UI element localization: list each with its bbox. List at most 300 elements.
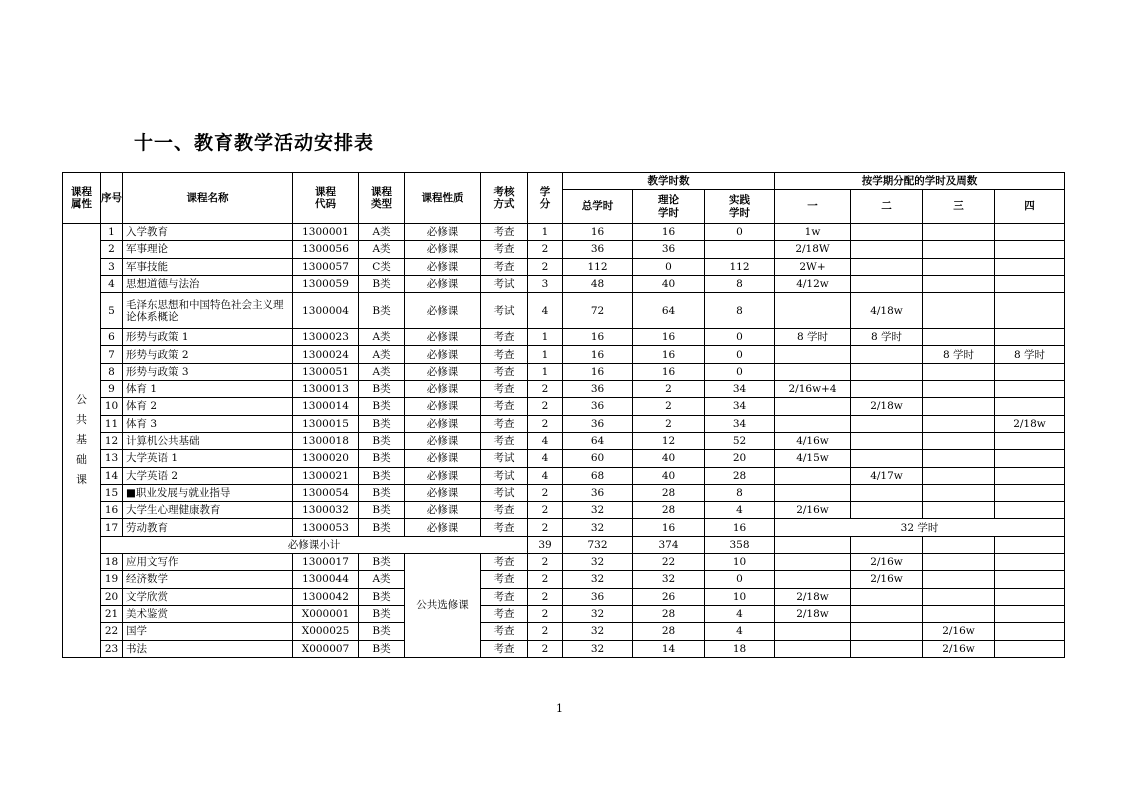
theory-hours-cell: 22 (633, 554, 705, 571)
total-hours-cell: 36 (563, 381, 633, 398)
practice-hours-cell: 8 (705, 484, 775, 501)
course-name-cell: 形势与政策 3 (123, 363, 293, 380)
course-nature-cell: 必修课 (405, 363, 481, 380)
course-type-cell: A类 (359, 241, 405, 258)
header-semester-4: 四 (995, 190, 1065, 224)
course-type-cell: B类 (359, 484, 405, 501)
semester-4-cell (995, 554, 1065, 571)
seq-cell: 23 (101, 640, 123, 657)
seq-cell: 12 (101, 432, 123, 449)
seq-cell: 11 (101, 415, 123, 432)
total-hours-cell: 36 (563, 241, 633, 258)
practice-hours-cell: 28 (705, 467, 775, 484)
credit-cell: 1 (528, 329, 563, 346)
table-row (63, 224, 1065, 241)
exam-cell: 考查 (481, 224, 528, 241)
seq-cell: 13 (101, 450, 123, 467)
subtotal-row (63, 536, 1065, 553)
theory-hours-cell: 16 (633, 346, 705, 363)
semester-1-cell: 4/15w (775, 450, 851, 467)
total-hours-cell: 16 (563, 363, 633, 380)
course-nature-cell: 必修课 (405, 415, 481, 432)
course-name-cell: 毛泽东思想和中国特色社会主义理论体系概论 (123, 293, 293, 329)
semester-2-cell (851, 275, 923, 292)
header-total: 总学时 (563, 190, 633, 224)
total-hours-cell: 32 (563, 554, 633, 571)
course-code-cell: 1300014 (293, 398, 359, 415)
course-code-cell: 1300001 (293, 224, 359, 241)
semester-4-cell (995, 502, 1065, 519)
semester-4-cell (995, 329, 1065, 346)
course-nature-cell: 必修课 (405, 467, 481, 484)
seq-cell: 17 (101, 519, 123, 536)
course-type-cell: B类 (359, 381, 405, 398)
course-name-cell: 形势与政策 1 (123, 329, 293, 346)
semester-1-cell (775, 293, 851, 329)
table-header (63, 173, 1065, 224)
total-hours-cell: 16 (563, 346, 633, 363)
semester-3-cell (923, 605, 995, 622)
course-code-cell: 1300024 (293, 346, 359, 363)
course-nature-cell: 必修课 (405, 398, 481, 415)
exam-cell: 考查 (481, 554, 528, 571)
practice-hours-cell: 16 (705, 519, 775, 536)
semester-3-cell (923, 432, 995, 449)
semester-4-cell (995, 258, 1065, 275)
seq-cell: 9 (101, 381, 123, 398)
course-code-cell: 1300032 (293, 502, 359, 519)
theory-hours-cell: 40 (633, 467, 705, 484)
theory-hours-cell: 16 (633, 224, 705, 241)
semester-4-cell (995, 467, 1065, 484)
total-hours-cell: 112 (563, 258, 633, 275)
semester-1-cell (775, 346, 851, 363)
table-row (63, 329, 1065, 346)
subtotal-practice-hours: 358 (705, 536, 775, 553)
exam-cell: 考查 (481, 432, 528, 449)
credit-cell: 2 (528, 381, 563, 398)
header-exam: 考核方式 (481, 173, 528, 224)
course-code-cell: X000007 (293, 640, 359, 657)
course-type-cell: B类 (359, 605, 405, 622)
course-nature-cell: 必修课 (405, 293, 481, 329)
theory-hours-cell: 14 (633, 640, 705, 657)
semester-4-cell (995, 450, 1065, 467)
theory-hours-cell: 26 (633, 588, 705, 605)
header-semester-group: 按学期分配的学时及周数 (775, 173, 1065, 190)
practice-hours-cell: 8 (705, 293, 775, 329)
course-name-cell: 形势与政策 2 (123, 346, 293, 363)
course-type-cell: B类 (359, 398, 405, 415)
course-code-cell: 1300013 (293, 381, 359, 398)
semester-1-cell (775, 415, 851, 432)
semester-2-cell (851, 605, 923, 622)
course-code-cell: 1300021 (293, 467, 359, 484)
semester-1-cell: 2/16w+4 (775, 381, 851, 398)
course-name-cell: 军事技能 (123, 258, 293, 275)
course-name-cell: 劳动教育 (123, 519, 293, 536)
semester-2-cell (851, 536, 923, 553)
schedule-table (62, 172, 1065, 658)
semester-2-cell (851, 381, 923, 398)
exam-cell: 考查 (481, 381, 528, 398)
seq-cell: 7 (101, 346, 123, 363)
table-row (63, 605, 1065, 622)
semester-1-cell: 1w (775, 224, 851, 241)
table-row (63, 398, 1065, 415)
course-name-cell: 大学英语 2 (123, 467, 293, 484)
semester-4-cell (995, 381, 1065, 398)
semester-4-cell: 8 学时 (995, 346, 1065, 363)
header-practice: 实践学时 (705, 190, 775, 224)
course-code-cell: X000001 (293, 605, 359, 622)
semester-2-cell (851, 484, 923, 501)
semester-1-cell (775, 571, 851, 588)
semester-1-cell: 4/16w (775, 432, 851, 449)
theory-hours-cell: 28 (633, 484, 705, 501)
practice-hours-cell: 112 (705, 258, 775, 275)
course-code-cell: X000025 (293, 623, 359, 640)
course-nature-cell: 必修课 (405, 275, 481, 292)
total-hours-cell: 60 (563, 450, 633, 467)
course-nature-cell: 必修课 (405, 484, 481, 501)
semester-3-cell (923, 363, 995, 380)
course-code-cell: 1300042 (293, 588, 359, 605)
table-row (63, 519, 1065, 536)
theory-hours-cell: 28 (633, 605, 705, 622)
table-row (63, 588, 1065, 605)
table-row (63, 467, 1065, 484)
course-name-cell: 大学英语 1 (123, 450, 293, 467)
semester-3-cell (923, 415, 995, 432)
theory-hours-cell: 40 (633, 275, 705, 292)
semester-2-cell (851, 224, 923, 241)
total-hours-cell: 72 (563, 293, 633, 329)
semester-3-cell (923, 241, 995, 258)
semester-3-cell (923, 536, 995, 553)
theory-hours-cell: 12 (633, 432, 705, 449)
course-type-cell: A类 (359, 571, 405, 588)
course-name-cell: 书法 (123, 640, 293, 657)
header-attr: 课程属性 (63, 173, 101, 224)
semester-4-cell (995, 623, 1065, 640)
total-hours-cell: 48 (563, 275, 633, 292)
course-code-cell: 1300044 (293, 571, 359, 588)
semester-2-cell: 8 学时 (851, 329, 923, 346)
table-row (63, 571, 1065, 588)
table-row (63, 293, 1065, 329)
table-row (63, 241, 1065, 258)
semester-1-cell (775, 467, 851, 484)
semester-1-cell (775, 363, 851, 380)
semester-1-cell: 8 学时 (775, 329, 851, 346)
semester-3-cell: 2/16w (923, 623, 995, 640)
semester-3-cell: 8 学时 (923, 346, 995, 363)
table-row (63, 484, 1065, 501)
exam-cell: 考查 (481, 329, 528, 346)
credit-cell: 3 (528, 275, 563, 292)
header-seq: 序号 (101, 173, 123, 224)
semester-2-cell (851, 241, 923, 258)
total-hours-cell: 16 (563, 329, 633, 346)
credit-cell: 2 (528, 484, 563, 501)
credit-cell: 4 (528, 467, 563, 484)
credit-cell: 2 (528, 571, 563, 588)
semester-1-cell: 4/12w (775, 275, 851, 292)
course-code-cell: 1300057 (293, 258, 359, 275)
semester-3-cell (923, 381, 995, 398)
semester-3-cell (923, 502, 995, 519)
course-name-cell: ■职业发展与就业指导 (123, 484, 293, 501)
exam-cell: 考试 (481, 293, 528, 329)
credit-cell: 2 (528, 519, 563, 536)
course-code-cell: 1300054 (293, 484, 359, 501)
credit-cell: 2 (528, 623, 563, 640)
course-type-cell: B类 (359, 450, 405, 467)
semester-4-cell (995, 275, 1065, 292)
practice-hours-cell: 4 (705, 605, 775, 622)
seq-cell: 4 (101, 275, 123, 292)
practice-hours-cell: 0 (705, 571, 775, 588)
semester-3-cell (923, 467, 995, 484)
table-row (63, 381, 1065, 398)
subtotal-label: 必修课小计 (101, 536, 528, 553)
course-nature-cell: 必修课 (405, 329, 481, 346)
semester-2-cell (851, 588, 923, 605)
course-nature-cell: 必修课 (405, 241, 481, 258)
semester-4-cell (995, 571, 1065, 588)
course-type-cell: B类 (359, 623, 405, 640)
course-type-cell: B类 (359, 275, 405, 292)
course-code-cell: 1300056 (293, 241, 359, 258)
exam-cell: 考试 (481, 484, 528, 501)
semester-2-cell (851, 450, 923, 467)
course-name-cell: 入学教育 (123, 224, 293, 241)
semester-1-cell: 2/16w (775, 502, 851, 519)
exam-cell: 考查 (481, 258, 528, 275)
course-type-cell: B类 (359, 588, 405, 605)
semester-3-cell (923, 293, 995, 329)
table-row (63, 623, 1065, 640)
course-nature-cell: 必修课 (405, 258, 481, 275)
credit-cell: 4 (528, 293, 563, 329)
semester-3-cell (923, 398, 995, 415)
total-hours-cell: 32 (563, 640, 633, 657)
semester-1-cell: 2W+ (775, 258, 851, 275)
subtotal-credit: 39 (528, 536, 563, 553)
practice-hours-cell: 18 (705, 640, 775, 657)
header-type: 课程类型 (359, 173, 405, 224)
table-row (63, 258, 1065, 275)
total-hours-cell: 32 (563, 623, 633, 640)
exam-cell: 考查 (481, 241, 528, 258)
header-nature: 课程性质 (405, 173, 481, 224)
total-hours-cell: 36 (563, 588, 633, 605)
semester-3-cell (923, 329, 995, 346)
semester-4-cell: 2/18w (995, 415, 1065, 432)
total-hours-cell: 32 (563, 571, 633, 588)
semester-4-cell (995, 241, 1065, 258)
semester-4-cell (995, 536, 1065, 553)
course-code-cell: 1300051 (293, 363, 359, 380)
semester-1-cell (775, 536, 851, 553)
practice-hours-cell: 0 (705, 363, 775, 380)
semester-2-cell: 2/16w (851, 571, 923, 588)
total-hours-cell: 32 (563, 605, 633, 622)
credit-cell: 2 (528, 241, 563, 258)
seq-cell: 20 (101, 588, 123, 605)
table-row (63, 363, 1065, 380)
semester-1-cell (775, 640, 851, 657)
seq-cell: 1 (101, 224, 123, 241)
theory-hours-cell: 28 (633, 502, 705, 519)
seq-cell: 8 (101, 363, 123, 380)
course-attribute-cell: 公 共 基 础 课 (63, 224, 101, 658)
course-type-cell: B类 (359, 502, 405, 519)
course-type-cell: C类 (359, 258, 405, 275)
table-row (63, 415, 1065, 432)
course-name-cell: 大学生心理健康教育 (123, 502, 293, 519)
seq-cell: 15 (101, 484, 123, 501)
semester-4-cell (995, 432, 1065, 449)
semester-3-cell (923, 571, 995, 588)
course-name-cell: 经济数学 (123, 571, 293, 588)
theory-hours-cell: 36 (633, 241, 705, 258)
seq-cell: 6 (101, 329, 123, 346)
seq-cell: 16 (101, 502, 123, 519)
course-code-cell: 1300004 (293, 293, 359, 329)
course-type-cell: A类 (359, 363, 405, 380)
semester-1-cell: 2/18w (775, 605, 851, 622)
course-code-cell: 1300020 (293, 450, 359, 467)
credit-cell: 2 (528, 502, 563, 519)
semester-1-cell (775, 554, 851, 571)
total-hours-cell: 36 (563, 484, 633, 501)
credit-cell: 1 (528, 224, 563, 241)
course-name-cell: 文学欣赏 (123, 588, 293, 605)
course-code-cell: 1300059 (293, 275, 359, 292)
course-name-cell: 军事理论 (123, 241, 293, 258)
exam-cell: 考查 (481, 502, 528, 519)
semester-2-cell (851, 346, 923, 363)
semester-1-cell: 2/18w (775, 588, 851, 605)
semester-1-cell (775, 484, 851, 501)
semester-1-cell (775, 398, 851, 415)
course-nature-cell: 必修课 (405, 450, 481, 467)
course-type-cell: B类 (359, 432, 405, 449)
course-name-cell: 国学 (123, 623, 293, 640)
exam-cell: 考查 (481, 588, 528, 605)
practice-hours-cell (705, 241, 775, 258)
course-type-cell: B类 (359, 415, 405, 432)
total-hours-cell: 32 (563, 519, 633, 536)
semester-2-cell: 2/16w (851, 554, 923, 571)
semester-2-cell (851, 258, 923, 275)
exam-cell: 考查 (481, 398, 528, 415)
semester-4-cell (995, 605, 1065, 622)
semester-2-cell (851, 415, 923, 432)
practice-hours-cell: 0 (705, 346, 775, 363)
theory-hours-cell: 2 (633, 415, 705, 432)
practice-hours-cell: 4 (705, 502, 775, 519)
elective-nature-cell: 公共选修课 (405, 554, 481, 658)
course-type-cell: A类 (359, 224, 405, 241)
practice-hours-cell: 34 (705, 398, 775, 415)
exam-cell: 考试 (481, 467, 528, 484)
course-code-cell: 1300015 (293, 415, 359, 432)
course-nature-cell: 必修课 (405, 502, 481, 519)
seq-cell: 2 (101, 241, 123, 258)
seq-cell: 14 (101, 467, 123, 484)
theory-hours-cell: 2 (633, 398, 705, 415)
seq-cell: 18 (101, 554, 123, 571)
course-nature-cell: 必修课 (405, 224, 481, 241)
credit-cell: 2 (528, 605, 563, 622)
semester-3-cell (923, 450, 995, 467)
credit-cell: 1 (528, 346, 563, 363)
course-nature-cell: 必修课 (405, 432, 481, 449)
credit-cell: 2 (528, 398, 563, 415)
course-name-cell: 体育 1 (123, 381, 293, 398)
exam-cell: 考查 (481, 363, 528, 380)
course-type-cell: B类 (359, 554, 405, 571)
semester-4-cell (995, 484, 1065, 501)
practice-hours-cell: 34 (705, 415, 775, 432)
credit-cell: 4 (528, 432, 563, 449)
theory-hours-cell: 2 (633, 381, 705, 398)
course-name-cell: 思想道德与法治 (123, 275, 293, 292)
subtotal-theory-hours: 374 (633, 536, 705, 553)
semester-2-cell (851, 640, 923, 657)
practice-hours-cell: 0 (705, 224, 775, 241)
course-type-cell: B类 (359, 519, 405, 536)
header-theory: 理论学时 (633, 190, 705, 224)
course-nature-cell: 必修课 (405, 381, 481, 398)
course-name-cell: 计算机公共基础 (123, 432, 293, 449)
table-row (63, 450, 1065, 467)
table-row (63, 346, 1065, 363)
semester-span-cell: 32 学时 (775, 519, 1065, 536)
course-code-cell: 1300017 (293, 554, 359, 571)
header-semester-2: 二 (851, 190, 923, 224)
course-type-cell: B类 (359, 467, 405, 484)
exam-cell: 考查 (481, 623, 528, 640)
theory-hours-cell: 64 (633, 293, 705, 329)
course-code-cell: 1300018 (293, 432, 359, 449)
total-hours-cell: 36 (563, 415, 633, 432)
exam-cell: 考查 (481, 519, 528, 536)
header-hours-group: 教学时数 (563, 173, 775, 190)
total-hours-cell: 36 (563, 398, 633, 415)
theory-hours-cell: 28 (633, 623, 705, 640)
table-row (63, 275, 1065, 292)
table-row (63, 554, 1065, 571)
semester-2-cell: 4/17w (851, 467, 923, 484)
semester-3-cell (923, 588, 995, 605)
seq-cell: 19 (101, 571, 123, 588)
seq-cell: 21 (101, 605, 123, 622)
table-row (63, 432, 1065, 449)
semester-2-cell: 4/18w (851, 293, 923, 329)
exam-cell: 考查 (481, 571, 528, 588)
course-type-cell: B类 (359, 640, 405, 657)
course-type-cell: B类 (359, 293, 405, 329)
practice-hours-cell: 4 (705, 623, 775, 640)
theory-hours-cell: 0 (633, 258, 705, 275)
practice-hours-cell: 52 (705, 432, 775, 449)
seq-cell: 22 (101, 623, 123, 640)
header-semester-3: 三 (923, 190, 995, 224)
